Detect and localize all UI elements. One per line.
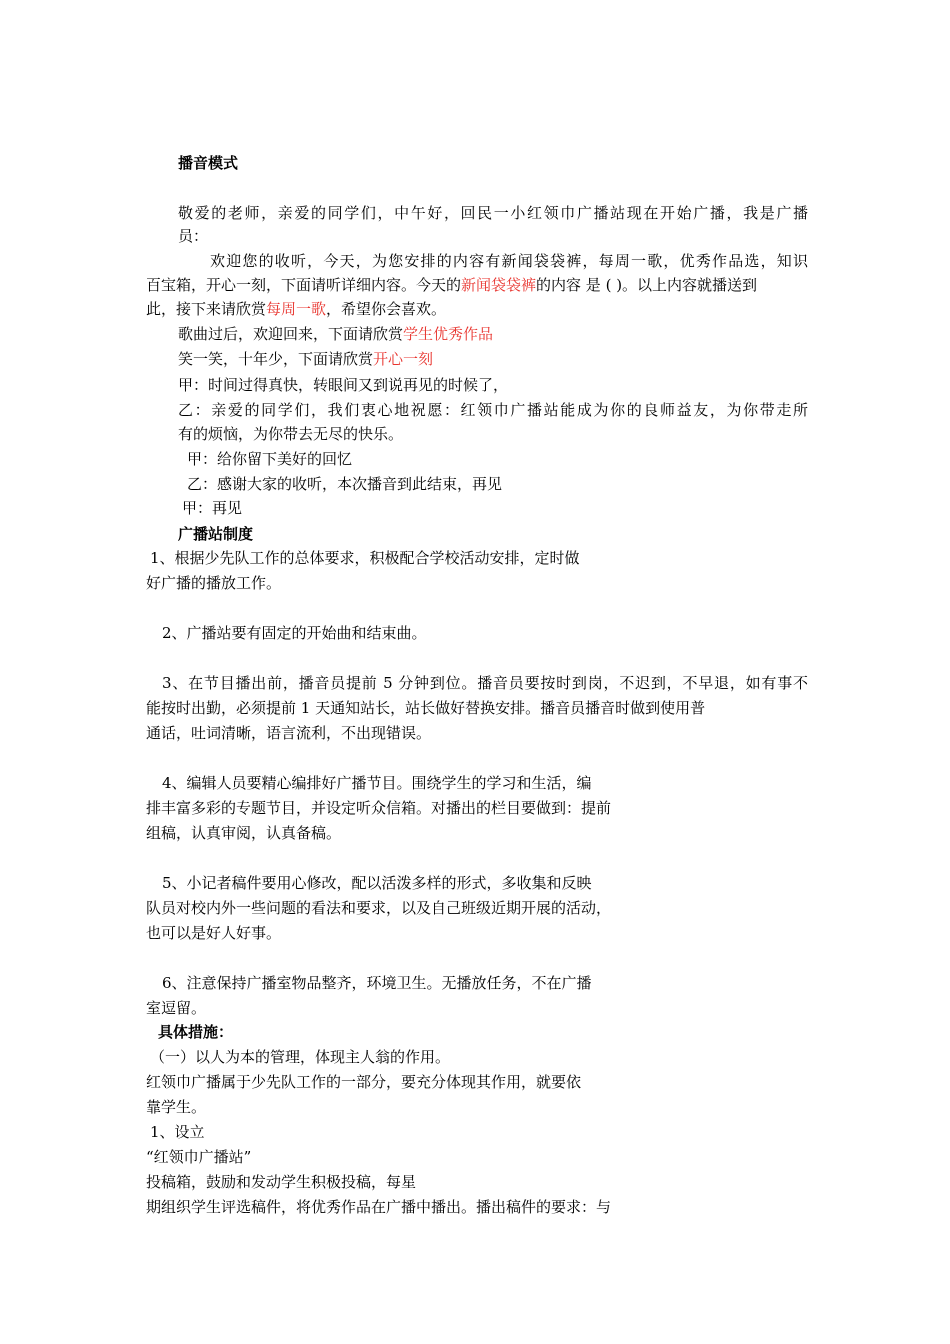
rule-4-line-a: 4、编辑人员要精心编排好广播节目。围绕学生的学习和生活，编 [162,774,592,792]
rule-4-line-b: 排丰富多彩的专题节目，并设定听众信箱。对播出的栏目要做到：提前 [146,799,612,817]
song-line-text: 歌曲过后，欢迎回来，下面请欣赏 [178,325,404,343]
welcome-line-2-highlight: 新闻袋袋裤 [461,276,537,294]
broadcast-mode-heading: 播音模式 [178,154,239,172]
welcome-line-3-highlight: 每周一歌 [266,300,327,318]
rule-6-line-b: 室逗留。 [146,999,207,1017]
measure-2-line-a: 红领巾广播属于少先队工作的一部分，要充分体现其作用，就要依 [146,1073,582,1091]
welcome-line-2-text-a: 百宝箱，开心一刻，下面请听详细内容。今天的 [146,276,462,294]
welcome-line-3-text-b: ，希望你会喜欢。 [326,300,447,318]
opening-line-2: 员： [178,227,209,245]
smile-line-highlight: 开心一刻 [373,350,434,368]
welcome-line-1: 欢迎您的收听，今天，为您安排的内容有新闻袋袋裤，每周一歌，优秀作品选，知识 [210,252,808,270]
jia-line-2: 甲：给你留下美好的回忆 [187,450,353,468]
rule-5-line-c: 也可以是好人好事。 [146,924,282,942]
welcome-line-2-text-b: 的内容 是 ( )。以上内容就播送到 [536,276,758,294]
rule-4-line-c: 组稿，认真审阅，认真备稿。 [146,824,342,842]
measure-3: 1、设立 [150,1123,205,1141]
measure-6: 期组织学生评选稿件，将优秀作品在广播中播出。播出稿件的要求：与 [146,1198,612,1216]
jia-line-1: 甲：时间过得真快，转眼间又到说再见的时候了， [178,376,509,394]
opening-line-1: 敬爱的老师，亲爱的同学们，中午好，回民一小红领巾广播站现在开始广播，我是广播 [178,204,808,222]
rule-6-line-a: 6、注意保持广播室物品整齐，环境卫生。无播放任务，不在广播 [162,974,592,992]
welcome-line-3-text-a: 此，接下来请欣赏 [146,300,267,318]
rule-2: 2、广播站要有固定的开始曲和结束曲。 [162,624,427,642]
measures-heading: 具体措施： [158,1023,234,1041]
rule-1-line-a: 1、根据少先队工作的总体要求，积极配合学校活动安排，定时做 [150,549,580,567]
rule-1-line-b: 好广播的播放工作。 [146,574,282,592]
measure-4: “红领巾广播站” [146,1148,252,1166]
measure-2-line-b: 靠学生。 [146,1098,207,1116]
jia-line-3: 甲：再见 [182,499,243,517]
yi-line-2: 乙：感谢大家的收听，本次播音到此结束，再见 [187,475,503,493]
yi-line-1a: 乙：亲爱的同学们，我们衷心地祝愿：红领巾广播站能成为你的良师益友，为你带走所 [178,401,808,419]
rule-5-line-b: 队员对校内外一些问题的看法和要求，以及自己班级近期开展的活动， [146,899,612,917]
smile-line [178,348,433,370]
measure-5: 投稿箱，鼓励和发动学生积极投稿，每星 [146,1173,417,1191]
song-line-highlight: 学生优秀作品 [403,325,494,343]
rule-3-line-b: 能按时出勤，必须提前 1 天通知站长，站长做好替换安排。播音员播音时做到使用普 [146,699,706,717]
measure-1: （一）以人为本的管理，体现主人翁的作用。 [150,1048,451,1066]
welcome-line-2 [146,274,757,296]
yi-line-1b: 有的烦恼，为你带去无尽的快乐。 [178,425,404,443]
song-line [178,323,493,345]
rule-5-line-a: 5、小记者稿件要用心修改，配以活泼多样的形式，多收集和反映 [162,874,592,892]
smile-line-text: 笑一笑，十年少，下面请欣赏 [178,350,374,368]
rule-3-line-c: 通话，吐词清晰，语言流利，不出现错误。 [146,724,432,742]
rule-3-line-a: 3、在节目播出前，播音员提前 5 分钟到位。播音员要按时到岗，不迟到，不早退，如有事不 [162,674,808,692]
rules-heading: 广播站制度 [178,525,254,543]
welcome-line-3 [146,298,446,320]
